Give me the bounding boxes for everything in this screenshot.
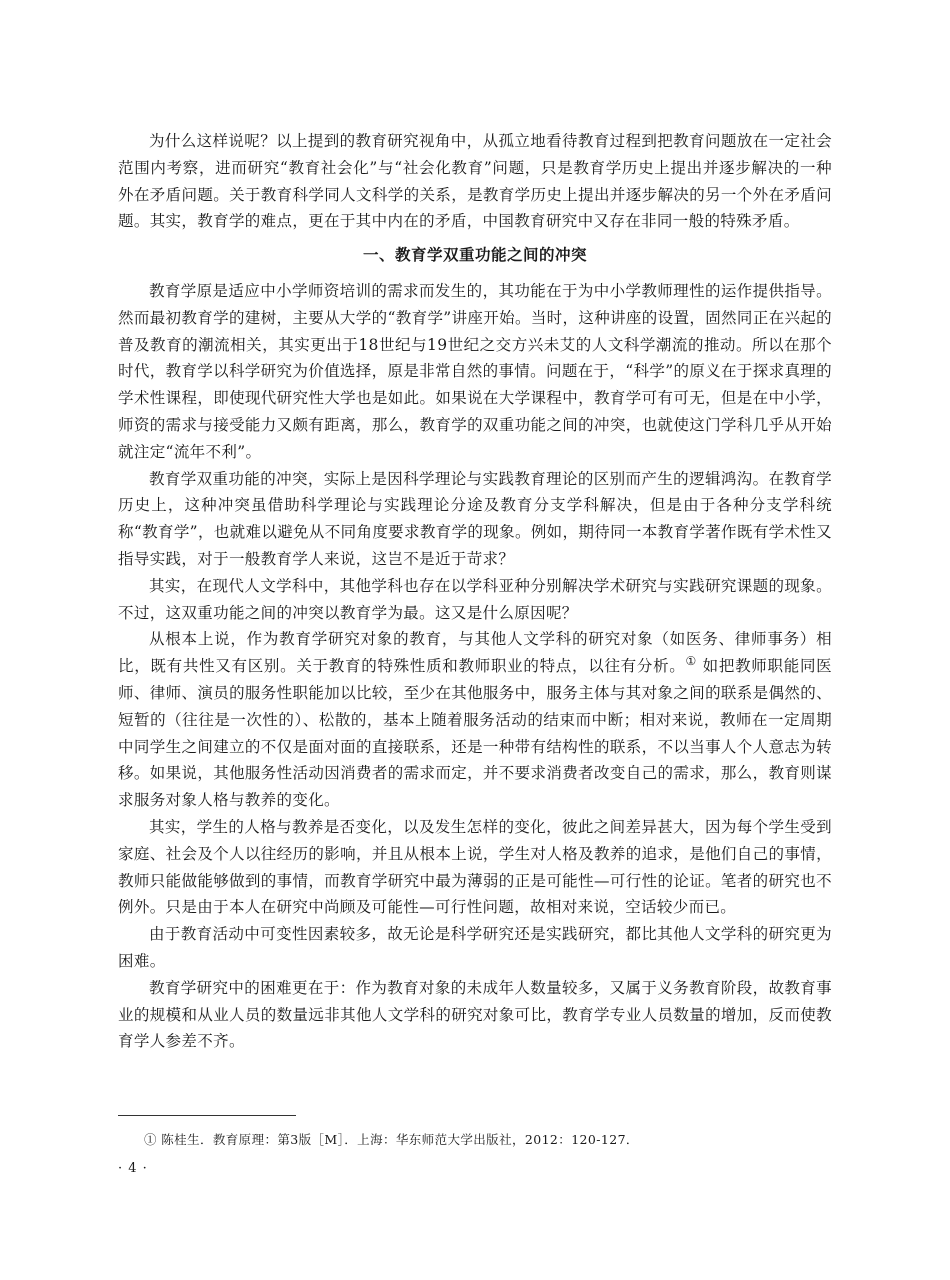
paragraph: 由于教育活动中可变性因素较多，故无论是科学研究还是实践研究，都比其他人文学科的研究更为困难。 xyxy=(118,925,832,970)
paragraph: 其实，学生的人格与教养是否变化，以及发生怎样的变化，彼此之间差异甚大，因为每个学生受到家庭、社会及个人以往经历的影响，并且从根本上说，学生对人格及教养的追求，是他们自己的事情，教师只能做能够做到的事情，而教育学研究中最为薄弱的正是可能性—可行性的论证。笔者的研究也不例外。只是由于本人在研究中尚顾及可能性—可行性问题，故相对来说，空话较少而已。 xyxy=(118,817,832,917)
paragraph: 教育学研究中的困难更在于：作为教育对象的未成年人数量较多，又属于义务教育阶段，故教育事业的规模和从业人员的数量远非其他人文学科的研究对象可比，教育学专业人员数量的增加，反而使教育学人参差不齐。 xyxy=(118,978,832,1051)
paragraph-text: 如把教师职能同医师、律师、演员的服务性职能加以比较，至少在其他服务中，服务主体与其对象之间的联系是偶然的、短暂的（往往是一次性的）、松散的，基本上随着服务活动的结束而中断；相对来说，教师在一定周期中同学生之间建立的不仅是面对面的直接联系，还是一种带有结构性的联系，不以当事人个人意志为转移。如果说，其他服务性活动因消费者的需求而定，并不要求消费者改变自己的需求，那么，教育则谋求服务对象人格与教养的变化。 xyxy=(118,657,833,810)
paragraph: 教育学原是适应中小学师资培训的需求而发生的，其功能在于为中小学教师理性的运作提供指导。然而最初教育学的建树，主要从大学的“教育学”讲座开始。当时，这种讲座的设置，固然同正在兴起的普及教育的潮流相关，其实更出于18世纪与19世纪之交方兴未艾的人文科学潮流的推动。所以在那个时代，教育学以科学研究为价值选择，原是非常自然的事情。问题在于，“科学”的原义在于探求真理的学术性课程，即使现代研究性大学也是如此。如果说在大学课程中，教育学可有可无，但是在中小学，师资的需求与接受能力又颇有距离，那么，教育学的双重功能之间的冲突，也就使这门学科几乎从开始就注定“流年不利”。 xyxy=(118,281,832,461)
section-heading: 一、教育学双重功能之间的冲突 xyxy=(362,246,587,265)
paragraph-intro: 为什么这样说呢？以上提到的教育研究视角中，从孤立地看待教育过程到把教育问题放在一定社会范围内考察，进而研究“教育社会化”与“社会化教育”问题，只是教育学历史上提出并逐步解决的一种外在矛盾问题。关于教育科学同人文科学的关系，是教育学历史上提出并逐步解决的另一个外在矛盾问题。其实，教育学的难点，更在于其中内在的矛盾，中国教育研究中又存在非同一般的特殊矛盾。 xyxy=(118,132,832,231)
footnote-reference[interactable]: ① xyxy=(685,653,698,668)
paragraph: 其实，在现代人文学科中，其他学科也存在以学科亚种分别解决学术研究与实践研究课题的现象。不过，这双重功能之间的冲突以教育学为最。这又是什么原因呢？ xyxy=(118,576,832,622)
paragraph-text: 从根本上说，作为教育学研究对象的教育，与其他人文学科的研究对象（如医务、律师事务）相比，既有共性又有区别。关于教育的特殊性质和教师职业的特点，以往有分析。 xyxy=(118,630,832,676)
page-number: · 4 · xyxy=(118,1161,148,1176)
paragraph-with-footnote xyxy=(118,626,832,814)
footnote-divider xyxy=(118,1115,296,1116)
paragraph: 教育学双重功能的冲突，实际上是因科学理论与实践教育理论的区别而产生的逻辑鸿沟。在教育学历史上，这种冲突虽借助科学理论与实践理论分途及教育分支学科解决，但是由于各种分支学科统称“教育学”，也就难以避免从不同角度要求教育学的现象。例如，期待同一本教育学著作既有学术性又指导实践，对于一般教育学人来说，这岂不是近于苛求？ xyxy=(118,469,832,568)
page-body xyxy=(118,128,832,1055)
footnote: ① 陈桂生．教育原理：第3版［M］．上海：华东师范大学出版社，2012：120-127． xyxy=(144,1132,639,1147)
